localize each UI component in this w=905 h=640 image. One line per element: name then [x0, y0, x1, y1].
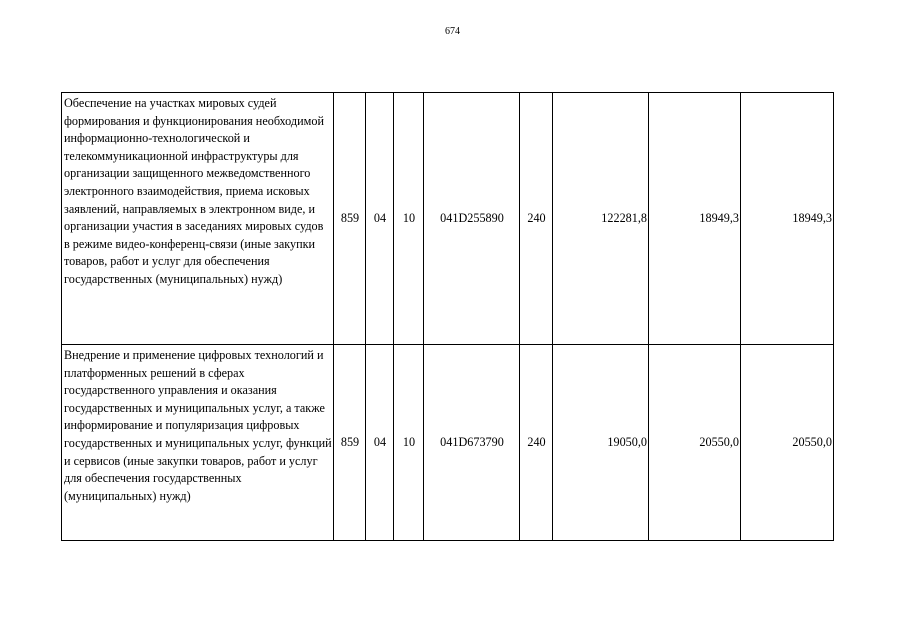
- expense-description: Внедрение и применение цифровых технологий и платформенных решений в сферах государственного управления и оказания государственных и муниципальных услуг, а также информирование и популяризация цифровых государственных и муниципальных услуг, функций и сервисов (иные закупки товаров, работ и услуг для обеспечения государственных (муниципальных) нужд): [62, 345, 334, 541]
- amount-year-3: 18949,3: [741, 93, 834, 345]
- amount-year-2: 20550,0: [649, 345, 741, 541]
- amount-year-1: 122281,8: [553, 93, 649, 345]
- expense-description: Обеспечение на участках мировых судей формирования и функционирования необходимой информационно-технологической и телекоммуникационной инфраструктуры для организации защищенного межведомственного электронного взаимодействия, приема исковых заявлений, направляемых в электронном виде, и организации участия в заседаниях мировых судов в режиме видео-конференц-связи (иные закупки товаров, работ и услуг для обеспечения государственных (муниципальных) нужд): [62, 93, 334, 345]
- ministry-code: 859: [334, 93, 366, 345]
- expense-type-code: 240: [520, 345, 553, 541]
- table-row: [62, 345, 834, 541]
- ministry-code: 859: [334, 345, 366, 541]
- budget-table: [61, 92, 834, 541]
- page-number: 674: [445, 26, 460, 37]
- amount-year-1: 19050,0: [553, 345, 649, 541]
- expense-type-code: 240: [520, 93, 553, 345]
- section-code: 04: [366, 345, 394, 541]
- section-code: 04: [366, 93, 394, 345]
- amount-year-3: 20550,0: [741, 345, 834, 541]
- table-row: [62, 93, 834, 345]
- target-article-code: 041D673790: [424, 345, 520, 541]
- subsection-code: 10: [394, 345, 424, 541]
- target-article-code: 041D255890: [424, 93, 520, 345]
- subsection-code: 10: [394, 93, 424, 345]
- amount-year-2: 18949,3: [649, 93, 741, 345]
